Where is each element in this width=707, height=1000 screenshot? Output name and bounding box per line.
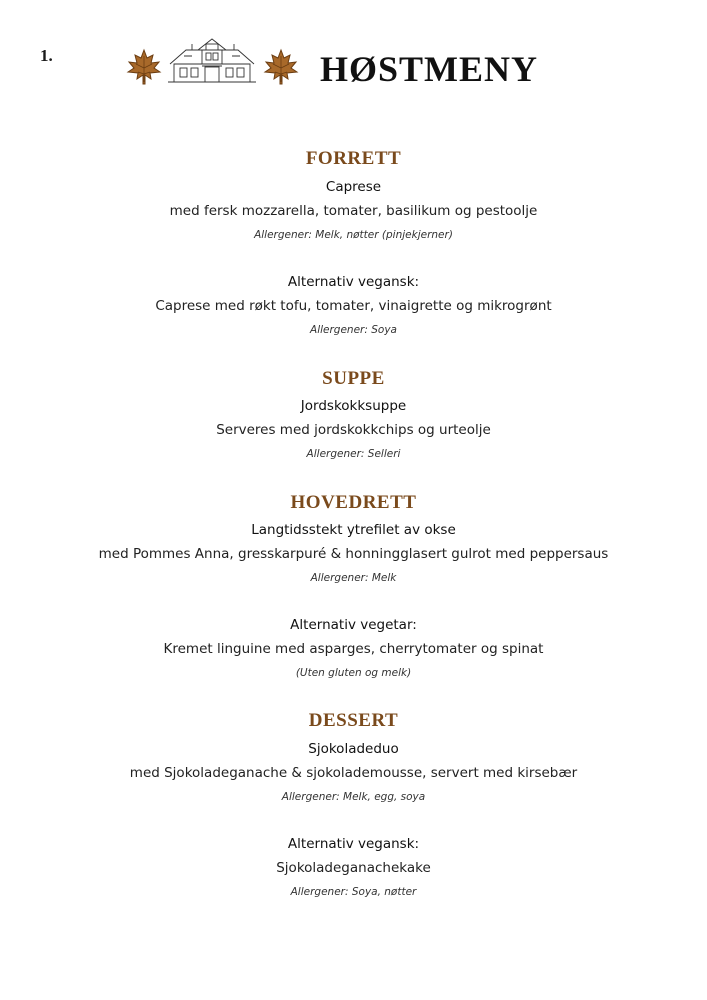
page-number: 1. bbox=[40, 46, 53, 65]
dish-name: Jordskokksuppe bbox=[300, 398, 407, 414]
alternative-allergens: Allergener: Soya bbox=[310, 324, 397, 336]
section-title-suppe: SUPPE bbox=[322, 368, 385, 389]
section-title-forrett: FORRETT bbox=[305, 148, 402, 169]
header bbox=[126, 36, 566, 92]
allergens: Allergener: Melk, egg, soya bbox=[281, 791, 426, 803]
dish-description: med Sjokoladeganache & sjokolademousse, servert med kirsebær bbox=[129, 765, 578, 781]
allergens: Allergener: Melk bbox=[310, 572, 397, 584]
dish-name: Caprese bbox=[325, 179, 382, 195]
section-title-hovedrett: HOVEDRETT bbox=[290, 492, 417, 513]
house-illustration bbox=[164, 36, 260, 86]
dish-description: med fersk mozzarella, tomater, basilikum og pestoolje bbox=[169, 203, 538, 219]
dish-name: Langtidsstekt ytrefilet av okse bbox=[251, 522, 456, 538]
alternative-label: Alternativ vegansk: bbox=[287, 274, 420, 290]
allergens: Allergener: Selleri bbox=[306, 448, 401, 460]
alternative-description: Caprese med røkt tofu, tomater, vinaigrette og mikrogrønt bbox=[155, 298, 552, 314]
alternative-description: Sjokoladeganachekake bbox=[276, 860, 431, 876]
dish-description: med Pommes Anna, gresskarpuré & honningglasert gulrot med peppersaus bbox=[98, 546, 609, 562]
menu-title: HØSTMENY bbox=[320, 49, 539, 89]
dish-description: Serveres med jordskokkchips og urteolje bbox=[216, 422, 491, 438]
maple-leaf-icon bbox=[263, 48, 299, 86]
alternative-label: Alternativ vegetar: bbox=[290, 617, 417, 633]
section-title-dessert: DESSERT bbox=[308, 710, 399, 731]
maple-leaf-icon bbox=[126, 48, 162, 86]
allergens: Allergener: Melk, nøtter (pinjekjerner) bbox=[254, 229, 453, 241]
alternative-label: Alternativ vegansk: bbox=[287, 836, 420, 852]
alternative-description: Kremet linguine med asparges, cherrytomater og spinat bbox=[163, 641, 544, 657]
alternative-allergens: (Uten gluten og melk) bbox=[295, 667, 412, 679]
dish-name: Sjokoladeduo bbox=[308, 741, 399, 757]
alternative-allergens: Allergener: Soya, nøtter bbox=[290, 886, 417, 898]
